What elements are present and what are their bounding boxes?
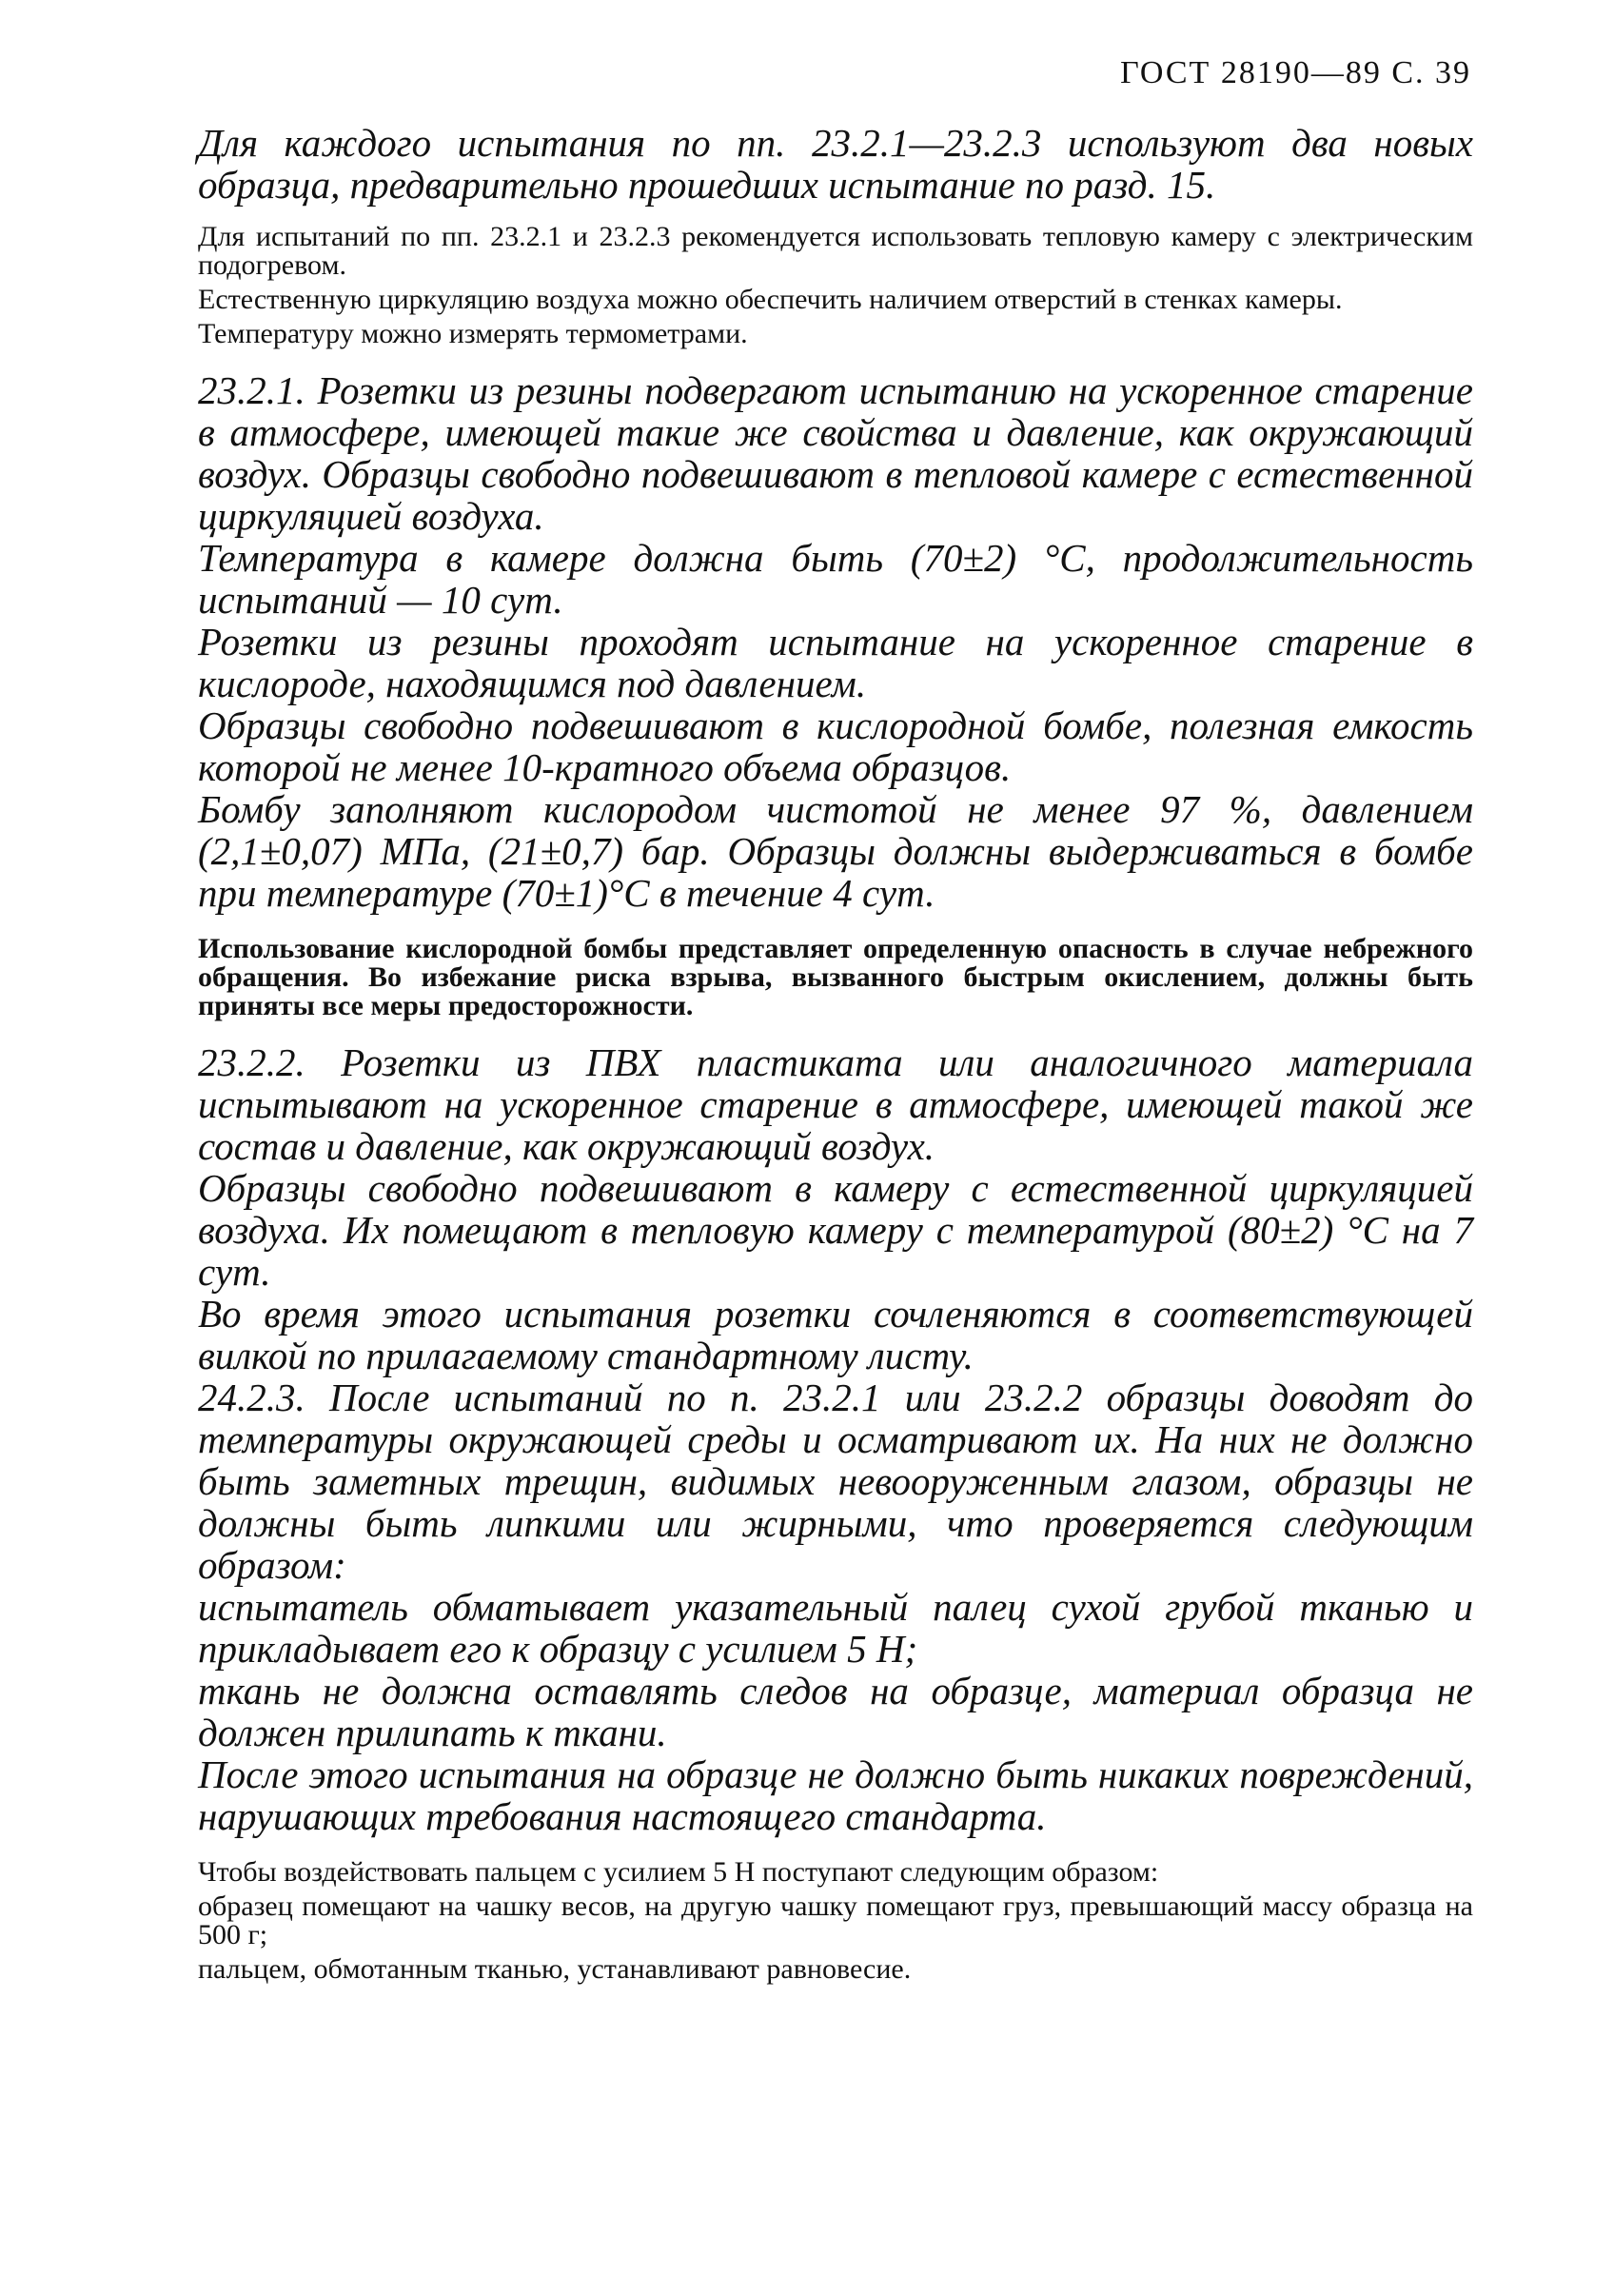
- paragraph-force-method: Чтобы воздействовать пальцем с усилием 5 Н поступают следующим образом:: [198, 1856, 1159, 1888]
- paragraph-note-circulation: Естественную циркуляцию воздуха можно обеспечить наличием отверстий в стенках камеры.: [198, 284, 1343, 315]
- page-header: ГОСТ 28190—89 С. 39: [1120, 55, 1471, 90]
- paragraph-plug-mating: Во время этого испытания розетки сочленяются в соответствующей вилкой по прилагаемому стандартному листу.: [198, 1292, 1473, 1377]
- paragraph-cloth: ткань не должна оставлять следов на образце, материал образца не должен прилипать к ткани.: [198, 1669, 1473, 1754]
- paragraph-intro: Для каждого испытания по пп. 23.2.1—23.2.3 используют два новых образца, предварительно прошедших испытание по разд. 15.: [198, 121, 1473, 207]
- paragraph-equilibrium: пальцем, обмотанным тканью, устанавливают равновесие.: [198, 1953, 912, 1985]
- paragraph-bomb-fill: Бомбу заполняют кислородом чистотой не менее 97 %, давлением (2,1±0,07) МПа, (21±0,7) бар. Образцы должны выдерживаться в бомбе при температуре (70±1)°С в течение 4 сут.: [198, 787, 1473, 915]
- paragraph-24-2-3: 24.2.3. После испытаний по п. 23.2.1 или 23.2.2 образцы доводят до температуры окружающей среды и осматривают их. На них не должно быть заметных трещин, видимых невооруженным глазом, образцы не должны быть липкими или жирными, что проверяется следующим образом:: [198, 1376, 1473, 1587]
- paragraph-23-2-2: 23.2.2. Розетки из ПВХ пластиката или аналогичного материала испытывают на ускоренное старение в атмосфере, имеющей такой же состав и давление, как окружающий воздух.: [198, 1040, 1473, 1168]
- paragraph-warning: Использование кислородной бомбы представляет определенную опасность в случае небрежного обращения. Во избежание риска взрыва, вызванного быстрым окислением, должны быть приняты все меры предосторожности.: [198, 933, 1473, 1021]
- paragraph-scale: образец помещают на чашку весов, на другую чашку помещают груз, превышающий массу образца на 500 г;: [198, 1890, 1473, 1950]
- paragraph-note-chamber: Для испытаний по пп. 23.2.1 и 23.2.3 рекомендуется использовать тепловую камеру с электрическим подогревом.: [198, 221, 1473, 281]
- document-body: [198, 122, 1473, 1984]
- paragraph-note-temperature: Температуру можно измерять термометрами.: [198, 318, 748, 349]
- paragraph-pvc-chamber: Образцы свободно подвешивают в камеру с естественной циркуляцией воздуха. Их помещают в тепловую камеру с температурой (80±2) °С на 7 сут.: [198, 1166, 1473, 1294]
- paragraph-oxygen-bomb: Образцы свободно подвешивают в кислородной бомбе, полезная емкость которой не менее 10-кратного объема образцов.: [198, 703, 1473, 789]
- paragraph-23-2-1: 23.2.1. Розетки из резины подвергают испытанию на ускоренное старение в атмосфере, имеющей такие же свойства и давление, как окружающий воздух. Образцы свободно подвешивают в тепловой камере с естественной циркуляцией воздуха.: [198, 368, 1473, 538]
- paragraph-finger-test: испытатель обматывает указательный палец сухой грубой тканью и прикладывает его к образцу с усилием 5 Н;: [198, 1585, 1473, 1671]
- paragraph-oxygen-aging: Розетки из резины проходят испытание на ускоренное старение в кислороде, находящимся под давлением.: [198, 620, 1473, 705]
- paragraph-temperature-duration: Температура в камере должна быть (70±2) °С, продолжительность испытаний — 10 сут.: [198, 536, 1473, 622]
- paragraph-no-damage: После этого испытания на образце не должно быть никаких повреждений, нарушающих требования настоящего стандарта.: [198, 1752, 1473, 1838]
